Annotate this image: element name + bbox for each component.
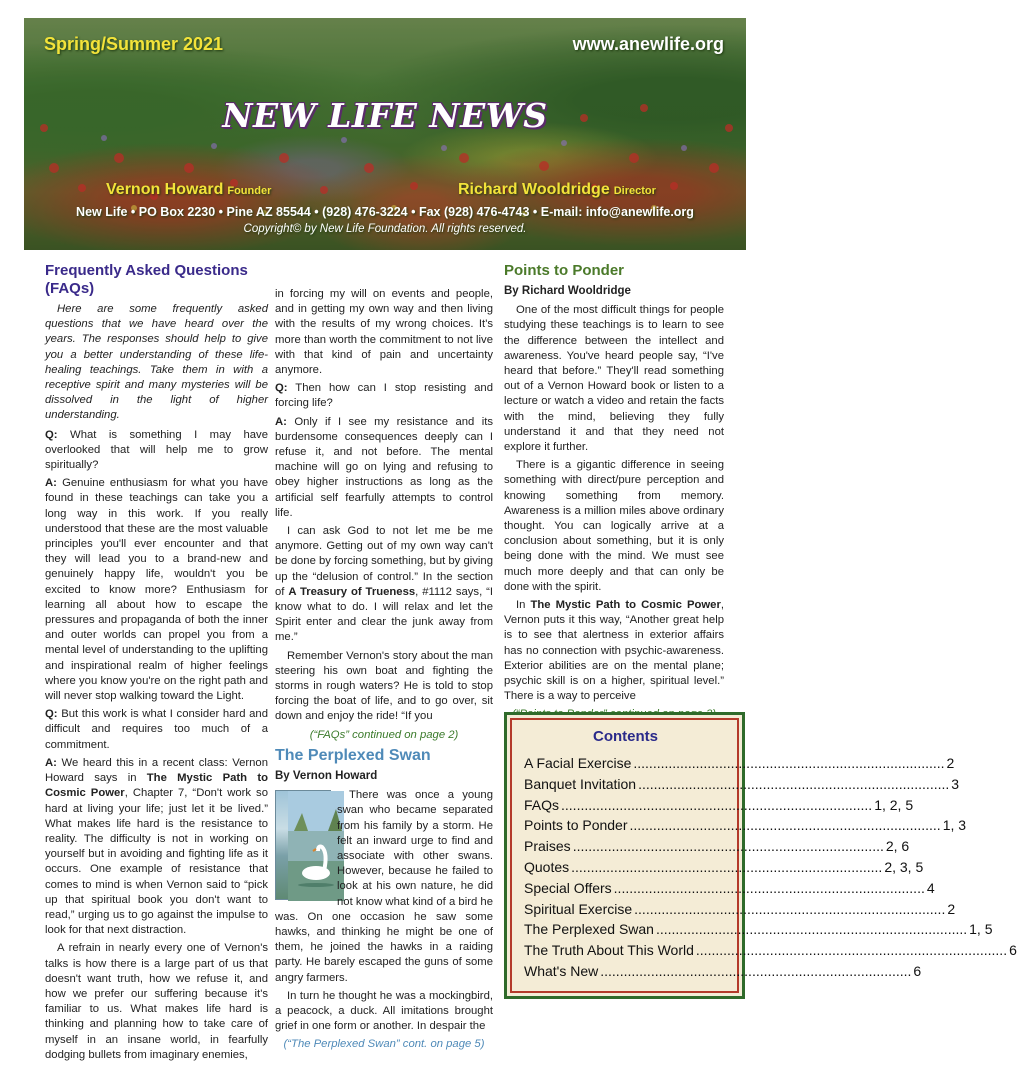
faq-answer-2 bbox=[45, 756, 268, 938]
contents-item-pages: 2 bbox=[947, 900, 956, 917]
q-label: Q: bbox=[275, 382, 288, 395]
book-title: The Mystic Path to Cosmic Power bbox=[45, 772, 268, 800]
contents-item-label: Points to Ponder bbox=[524, 817, 628, 834]
swan-heading: The Perplexed Swan bbox=[275, 746, 431, 764]
founder-credit bbox=[106, 181, 271, 199]
q-label: Q: bbox=[45, 708, 58, 721]
director-name: Richard Wooldridge bbox=[458, 181, 610, 198]
swan-illustration bbox=[275, 790, 331, 900]
contents-box bbox=[504, 712, 1017, 999]
faq-question-3-text: Then how can I stop resisting and forcing life? bbox=[275, 382, 493, 410]
dot-leader bbox=[614, 878, 925, 899]
swan-paragraph-1: There was once a young swan who became separated from his family by a storm. He felt an inward urge to find and associate with other swans. However, because he failed to look at his own nature, he did not know what kind of a bird he was. On one occasion he saw some hawks, and thinking he might be one of them, he joined the hawks in a raiding party. He barely escaped the guns of some angry farmers. bbox=[275, 789, 493, 984]
q-label: Q: bbox=[45, 428, 58, 441]
a-label: A: bbox=[45, 756, 57, 769]
faq-continued-link[interactable]: (“FAQs” continued on page 2) bbox=[309, 728, 459, 741]
founder-role: Founder bbox=[227, 185, 272, 197]
faq-paragraph: A refrain in nearly every one of Vernon's talks is how there is a large part of us that doesn't want truth, how we refuse it, and how we prefer our suffering because it's familiar to us. What makes life hard is thinking and planning how to take care of myself in an insane world, in fearfully dodging bullets from imaginary enemies, bbox=[45, 942, 268, 1061]
director-role: Director bbox=[613, 185, 656, 197]
faq-paragraph: in forcing my will on events and people, and in getting my own way and then living with the results of my wrong choices. It's more than worth the commitment to not live with that kind of pain and uncertainty anymore. bbox=[275, 288, 493, 377]
contents-item-pages: 1, 3 bbox=[942, 817, 967, 834]
contents-list bbox=[524, 753, 1017, 982]
founder-name: Vernon Howard bbox=[106, 181, 224, 198]
contents-item-pages: 4 bbox=[926, 879, 935, 896]
faq-question-2-text: But this work is what I consider hard and difficult and requires too much of a commitment. bbox=[45, 708, 268, 751]
faq-p5-pre: I can ask God to not let me be me anymore. Getting out of my own way can't be done by forcing something, but by giving up the “delusion of control.” In the section of bbox=[275, 525, 493, 598]
ponder-paragraph: There is a gigantic difference in seeing something with direct/pure perception and knowing something from memory. Awareness is a million miles above ordinary thought. You can logically arrive at a conclusion about something, but it is only being done with the mind. We must see much more deeply and that can only be done with the spirit. bbox=[504, 459, 724, 593]
contents-item-pages: 2, 3, 5 bbox=[884, 858, 924, 875]
contents-row[interactable] bbox=[524, 899, 956, 920]
faq-answer-3-text: Only if I see my resistance and its burdensome consequences deeply can I refuse it, and not before. The mental machine will go on lying and refusing to obey higher instructions as long as the artificial self fearfully attempts to control life. bbox=[275, 415, 493, 519]
book-title: The Mystic Path to Cosmic Power bbox=[530, 599, 721, 612]
contents-item-pages: 6 bbox=[913, 962, 922, 979]
copyright-line: Copyright© by New Life Foundation. All rights reserved. bbox=[243, 223, 527, 235]
faq-answer-2-post: , Chapter 7, “Don't work so hard at living your life; just let it be lived.” What makes life hard is the resistance to reality. The difficulty is not in working on yourself but in avoiding and fighting life as it occurs. One example of resistance that comes to mind is when Vernon said to “pick up that spiritual book you don't want to read,” urging us to go against the impulse to look for that next distraction. bbox=[45, 787, 268, 937]
ponder-p3-pre: In bbox=[516, 599, 526, 612]
faq-heading: Frequently Asked Questions (FAQs) bbox=[45, 262, 248, 297]
faq-question-2 bbox=[45, 707, 268, 753]
faq-paragraph: Remember Vernon's story about the man steering his own boat and fighting the storms in rough waters? He is told to stop forcing the boat of life, and to go over, sit down and enjoy the ride! “If you bbox=[275, 649, 493, 723]
contents-item-label: The Truth About This World bbox=[524, 942, 694, 959]
contents-item-label: Quotes bbox=[524, 858, 570, 875]
dot-leader bbox=[573, 836, 884, 857]
ponder-byline: By Richard Wooldridge bbox=[504, 285, 631, 297]
faq-answer-2-pre: We heard this in a recent class: Vernon Howard says in bbox=[45, 756, 268, 785]
swan-continued-link[interactable]: (“The Perplexed Swan” cont. on page 5) bbox=[283, 1038, 485, 1051]
dot-leader bbox=[630, 815, 941, 836]
faq-intro: Here are some frequently asked questions that we have heard over the years. The responses should help to give you a better understanding of these life-healing teachings. Take them in with a receptive spirit and many mysteries will be dissolved in the light of higher understanding. bbox=[45, 303, 268, 422]
contents-row[interactable] bbox=[524, 774, 960, 795]
ponder-heading: Points to Ponder bbox=[504, 262, 624, 279]
contents-item-label: What's New bbox=[524, 962, 599, 979]
swan-paragraph: In turn he thought he was a mockingbird, a peacock, a duck. All imitations brought grief in one form or another. In despair the bbox=[275, 989, 493, 1033]
dot-leader bbox=[633, 753, 944, 774]
swan-paragraph bbox=[275, 788, 493, 986]
contents-row[interactable] bbox=[524, 836, 910, 857]
dot-leader bbox=[600, 961, 911, 982]
contents-item-label: A Facial Exercise bbox=[524, 755, 632, 771]
contents-inner-frame bbox=[510, 718, 1017, 993]
website-url[interactable]: www.anewlife.org bbox=[572, 34, 724, 54]
dot-leader bbox=[638, 774, 949, 795]
contents-item-label: FAQs bbox=[524, 796, 560, 813]
faq-answer-3 bbox=[275, 415, 493, 521]
contents-item-pages: 3 bbox=[951, 775, 960, 792]
newsletter-title: NEW LIFE NEWS bbox=[222, 96, 548, 135]
a-label: A: bbox=[275, 415, 287, 428]
ponder-paragraph bbox=[504, 598, 724, 704]
faq-answer-1 bbox=[45, 476, 268, 704]
contents-row[interactable] bbox=[524, 815, 967, 836]
contents-item-label: Special Offers bbox=[524, 879, 612, 896]
a-label: A: bbox=[45, 477, 57, 490]
contents-row[interactable] bbox=[524, 961, 922, 982]
contents-item-pages: 1, 5 bbox=[969, 921, 993, 938]
book-title: A Treasury of Trueness bbox=[288, 585, 416, 598]
contents-item-label: The Perplexed Swan bbox=[524, 921, 654, 938]
dot-leader bbox=[634, 899, 945, 920]
contents-row[interactable] bbox=[524, 940, 1017, 961]
dot-leader bbox=[561, 795, 872, 816]
ponder-paragraph: One of the most difficult things for people studying these teachings is to learn to see the difference between the intellect and awareness. You've heard people say, “I've heard that before.” They'll read something out of a Vernon Howard book or listen to a lecture or watch a video and retain the facts with the mind, believing they fully understand it and that they need not explore it further. bbox=[504, 304, 724, 454]
faq-paragraph bbox=[275, 524, 493, 646]
issue-season: Spring/Summer 2021 bbox=[44, 34, 224, 54]
faq-answer-1-text: Genuine enthusiasm for what you have found in these teachings can take you a long way in this work. If you really understood that these are the most valuable principles you'll ever encounter and that they will lead you to a brand-new and genuinely happy life, wouldn't you be excited to know more? Enthusiasm for learning all about how to escape the pressures and propaganda of both the inner and outer worlds can propel you from a mental level of understanding to the uplifting and inspirational realm of higher feelings where you know you're on the right path and will never stop walking toward the Light. bbox=[45, 477, 268, 703]
contents-item-label: Banquet Invitation bbox=[524, 775, 637, 792]
ponder-column bbox=[504, 262, 724, 727]
masthead-banner bbox=[24, 18, 746, 250]
contents-row[interactable] bbox=[524, 919, 993, 940]
faq-question-3 bbox=[275, 381, 493, 411]
contents-row[interactable] bbox=[524, 878, 935, 899]
contents-item-pages: 1, 2, 5 bbox=[874, 796, 914, 813]
faq-question-1-text: What is something I may have overlooked that will help me to grow spiritually? bbox=[45, 428, 268, 472]
dot-leader bbox=[571, 857, 882, 878]
swan-story bbox=[275, 788, 493, 1034]
contents-item-pages: 2, 6 bbox=[885, 838, 910, 855]
dot-leader bbox=[656, 919, 967, 940]
swan-byline: By Vernon Howard bbox=[275, 769, 378, 782]
faq-p5-post: , #1112 says, “I know what to do. I will relax and let the Spirit enter and clear the junk away from me.” bbox=[275, 585, 494, 644]
contents-row[interactable] bbox=[524, 795, 914, 816]
dot-leader bbox=[696, 940, 1007, 961]
contents-row[interactable] bbox=[524, 857, 924, 878]
contents-item-label: Spiritual Exercise bbox=[524, 900, 633, 917]
director-credit bbox=[458, 181, 656, 199]
faq-column-2 bbox=[275, 287, 493, 1057]
faq-question-1 bbox=[45, 428, 268, 474]
contents-row[interactable] bbox=[524, 753, 955, 774]
contents-item-label: Praises bbox=[524, 838, 571, 855]
faq-column-1 bbox=[45, 262, 268, 1066]
contents-item-pages: 6 bbox=[1009, 942, 1017, 959]
contact-line: New Life • PO Box 2230 • Pine AZ 85544 • (928) 476-3224 • Fax (928) 476-4743 • E-mail: info@anewlife.org bbox=[76, 205, 694, 219]
contents-item-pages: 2 bbox=[946, 755, 955, 771]
contents-heading: Contents bbox=[593, 728, 658, 745]
ponder-p3-post: , Vernon puts it this way, “Another great help is to see that alertness in exterior affairs has no connection with psychic-awareness. Exterior abilities are on the mental plane; psychic skill is on a higher, spiritual level.” There is a way to perceive bbox=[504, 599, 724, 703]
